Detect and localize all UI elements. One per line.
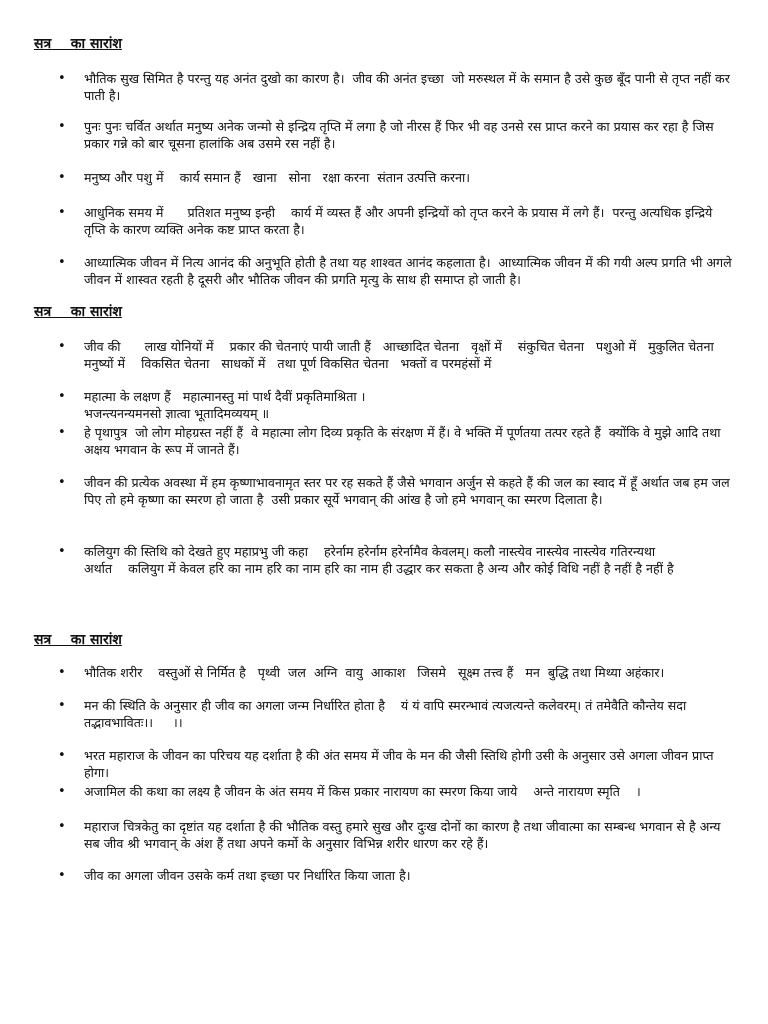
bullet-icon: •	[58, 748, 66, 763]
bullet-icon: •	[58, 425, 66, 440]
bullet-icon: •	[58, 119, 66, 134]
bullet-icon: •	[58, 698, 66, 713]
list-item-text: जीव का अगला जीवन उसके कर्म तथा इच्छा पर निर्धारित किया जाता है।	[84, 868, 411, 883]
list-item-text: आध्यात्मिक जीवन में नित्य आनंद की अनुभूति होती है तथा यह शाश्वत आनंद कहलाता है। आध्यात्मिक जीवन में की गयी अल्प प्रगति भी अगले जीवन में शास्वत रहती है दूसरी और भौतिक जीवन की प्रगति मृत्यु के साथ ही समाप्त हो जाती है।	[84, 255, 736, 287]
list-item-text: भरत महाराज के जीवन का परिचय यह दर्शाता है की अंत समय में जीव के मन की जैसी स्तिथि होगी उसी के अनुसार उसे अगला जीवन प्राप्त होगा।	[84, 748, 718, 780]
list-item-text: मनुष्य और पशु में कार्य समान हैं खाना सोना रक्षा करना संतान उत्पत्ति करना।	[84, 170, 471, 185]
bullet-icon: •	[58, 170, 66, 185]
list-item-text: कलियुग की स्तिथि को देखते हुए महाप्रभु जी कहा हरेर्नाम हरेर्नाम हरेर्नामैव केवलम्। कलौ नास्त्येव नास्त्येव नास्त्येव गतिरन्यथा अर्थात कलियुग में केवल हरि का नाम हरि का नाम हरि का नाम ही उद्धार कर सकता है अन्य और कोई विधि नहीं है नहीं है नहीं है	[84, 544, 674, 576]
bullet-icon: •	[58, 819, 66, 834]
list-item-text: मन की स्थिति के अनुसार ही जीव का अगला जन्म निर्धारित होता है यं यं वापि स्मरन्भावं त्यजत्यन्ते कलेवरम्। तं तमेवैति कौन्तेय सदा तद्भावभावितः।। ।।	[84, 698, 691, 730]
bullet-icon: •	[58, 71, 66, 86]
list-item-text: पुनः पुनः चर्वित अर्थात मनुष्य अनेक जन्मो से इन्द्रिय तृप्ति में लगा है जो नीरस हैं फिर भी वह उनसे रस प्राप्त करने का प्रयास कर रहा है जिस प्रकार गन्ने को बार चूसना हालांकि अब उसमे रस नहीं है।	[84, 119, 718, 151]
list-item-text: महाराज चित्रकेतु का दृष्टांत यह दर्शाता है की भौतिक वस्तु हमारे सुख और दुःख दोनों का कारण है तथा जीवात्मा का सम्बन्ध भगवान से है अन्य सब जीव श्री भगवान् के अंश हैं तथा अपने कर्मो के अनुसार विभिन्न शरीर धारण कर रहे हैं।	[84, 819, 725, 851]
bullet-icon: •	[58, 475, 66, 490]
bullet-icon: •	[58, 205, 66, 220]
list-item-text: आधुनिक समय में प्रतिशत मनुष्य इन्ही कार्य में व्यस्त हैं और अपनी इन्द्रियों को तृप्त करने के प्रयास में लगे हैं। परन्तु अत्यधिक इन्द्रिये तृप्ति के कारण व्यक्ति अनेक कष्ट प्राप्त करता है।	[84, 205, 717, 237]
bullet-icon: •	[58, 665, 66, 680]
list-item-text: भौतिक शरीर वस्तुओं से निर्मित है पृथ्वी जल अग्नि वायु आकाश जिसमे सूक्ष्म तत्त्व हैं मन बुद्धि तथा मिथ्या अहंकार।	[84, 665, 665, 680]
list-item-text: जीव की लाख योनियों में प्रकार की चेतनाएं पायी जाती हैं आच्छादित चेतना वृक्षों में संकुचित चेतना पशुओ में मुकुलित चेतना मनुष्यों में विकसित चेतना साधकों में तथा पूर्ण विकसित चेतना भक्तों व परमहंसों में	[84, 339, 726, 371]
bullet-icon: •	[58, 544, 66, 559]
bullet-icon: •	[58, 389, 66, 404]
list-item-text: महात्मा के लक्षण हैं महात्मानस्तु मां पार्थ दैवीं प्रकृतिमाश्रिता । भजन्त्यनन्यमनसो ज्ञात्वा भूतादिमव्ययम् ॥	[84, 389, 366, 421]
bullet-icon: •	[58, 784, 66, 799]
section-heading: सत्र का सारांश	[34, 36, 122, 52]
bullet-icon: •	[58, 868, 66, 883]
section-heading: सत्र का सारांश	[34, 304, 122, 320]
bullet-icon: •	[58, 255, 66, 270]
list-item-text: हे पृथापुत्र जो लोग मोहग्रस्त नहीं हैं वे महात्मा लोग दिव्य प्रकृति के संरक्षण में हैं। वे भक्ति में पूर्णतया तत्पर रहते हैं क्योंकि वे मुझे आदि तथा अक्षय भगवान के रूप में जानते हैं।	[84, 425, 725, 457]
list-item-text: भौतिक सुख सिमित है परन्तु यह अनंत दुखो का कारण है। जीव की अनंत इच्छा जो मरुस्थल में के समान है उसे कुछ बूँद पानी से तृप्त नहीं कर पाती है।	[84, 71, 734, 103]
list-item-text: अजामिल की कथा का लक्ष्य है जीवन के अंत समय में किस प्रकार नारायण का स्मरण किया जाये अन्ते नारायण स्मृति ।	[84, 784, 641, 799]
list-item-text: जीवन की प्रत्येक अवस्था में हम कृष्णाभावनामृत स्तर पर रह सकते हैं जैसे भगवान अर्जुन से कहते हैं की जल का स्वाद में हूँ अर्थात जब हम जल पिए तो हमे कृष्णा का स्मरण हो जाता है उसी प्रकार सूर्ये भगवान् की आंख है जो हमे भगवान् का स्मरण दिलाता है।	[84, 475, 734, 507]
section-heading: सत्र का सारांश	[34, 632, 122, 648]
bullet-icon: •	[58, 339, 66, 354]
